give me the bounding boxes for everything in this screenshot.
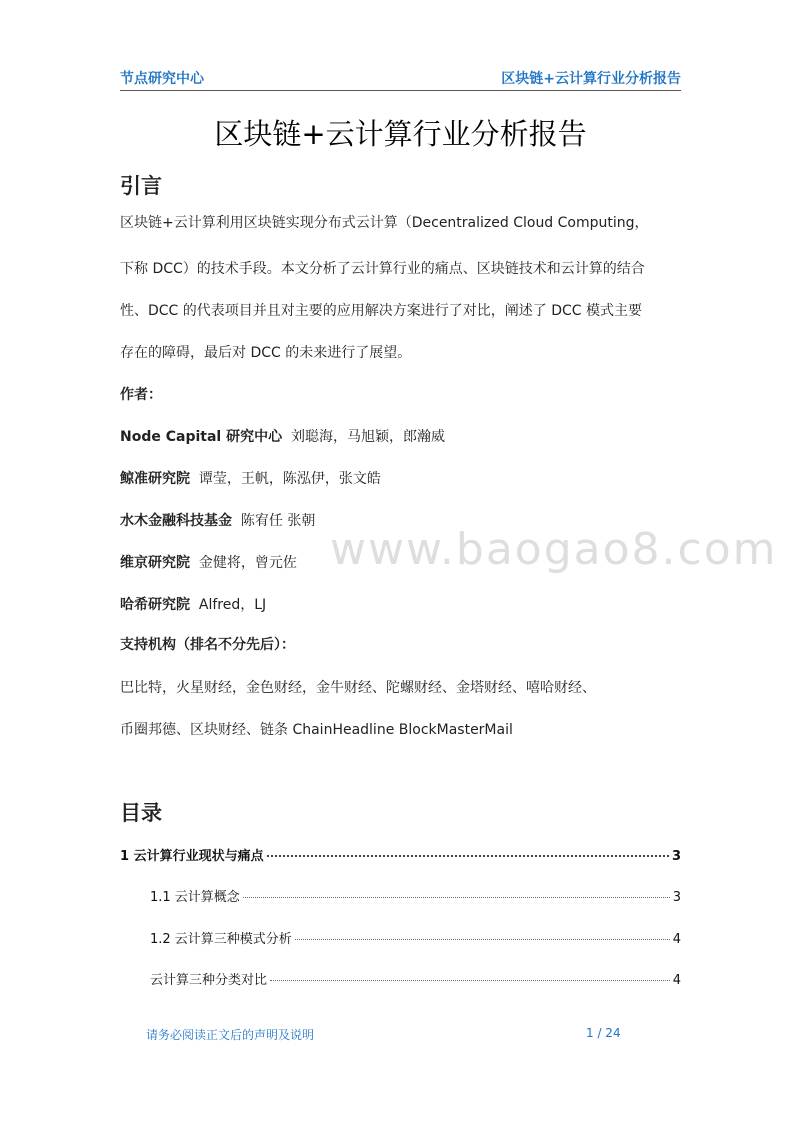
author-org: 鲸准研究院: [120, 471, 190, 487]
support-label: 支持机构（排名不分先后）：: [120, 637, 295, 653]
author-names: Alfred，LJ: [198, 597, 267, 613]
author-row: [120, 426, 445, 446]
toc-entry-label: 1.2 云计算三种模式分析: [150, 932, 292, 947]
toc-leader: [295, 939, 670, 940]
author-names: 刘聪海，马旭颖，郎瀚威: [291, 429, 445, 445]
author-row: [120, 510, 315, 530]
footer-notice: 请务必阅读正文后的声明及说明: [146, 1028, 315, 1042]
author-row: [120, 594, 266, 614]
intro-line: 性、DCC 的代表项目并且对主要的应用解决方案进行了对比，阐述了 DCC 模式主要: [120, 303, 643, 319]
author-row: [120, 552, 297, 572]
header-org: 节点研究中心: [120, 71, 204, 87]
page-title: 区块链+云计算行业分析报告: [214, 117, 587, 151]
header-divider: [120, 90, 681, 91]
page-number: 1 / 24: [586, 1026, 621, 1040]
toc-leader: [267, 855, 669, 857]
support-line: 巴比特，火星财经，金色财经，金牛财经、陀螺财经、金塔财经、嘻哈财经、: [120, 680, 596, 696]
author-org: 哈希研究院: [120, 597, 190, 613]
author-names: 金健将，曾元佐: [198, 555, 297, 571]
toc-entry-label: 1 云计算行业现状与痛点: [120, 849, 264, 864]
author-row: [120, 468, 381, 488]
toc-entry[interactable]: [150, 969, 681, 988]
intro-line: 下称 DCC）的技术手段。本文分析了云计算行业的痛点、区块链技术和云计算的结合: [120, 261, 645, 277]
toc-entry-label: 1.1 云计算概念: [150, 890, 240, 905]
toc-entry-page: 3: [671, 849, 681, 864]
authors-label: 作者：: [120, 387, 162, 403]
intro-line: 区块链+云计算利用区块链实现分布式云计算（Decentralized Cloud Computing，: [120, 215, 649, 231]
intro-line: 存在的障碍，最后对 DCC 的未来进行了展望。: [120, 345, 412, 361]
toc-entry-page: 4: [672, 932, 681, 947]
author-names: 陈宥任 张朝: [240, 513, 316, 529]
author-names: 谭莹，王帆，陈泓伊，张文皓: [198, 471, 381, 487]
author-org: 水木金融科技基金: [120, 513, 232, 529]
toc-entry-label: 云计算三种分类对比: [150, 973, 268, 988]
header-report-title: 区块链+云计算行业分析报告: [501, 71, 681, 87]
author-org: 维京研究院: [120, 555, 190, 571]
toc-leader: [243, 897, 670, 898]
toc-entry-page: 4: [672, 973, 681, 988]
toc-leader: [270, 980, 670, 981]
author-org: Node Capital 研究中心: [120, 429, 283, 445]
watermark: www.baogao8.com: [330, 524, 778, 575]
support-line: 币圈邦德、区块财经、链条 ChainHeadline BlockMasterMail: [120, 722, 513, 738]
toc-entry[interactable]: [150, 886, 681, 905]
toc-entry[interactable]: [120, 845, 681, 864]
toc-entry-page: 3: [672, 890, 681, 905]
intro-heading: 引言: [120, 174, 162, 198]
toc-heading: 目录: [120, 801, 162, 825]
toc-entry[interactable]: [150, 928, 681, 947]
